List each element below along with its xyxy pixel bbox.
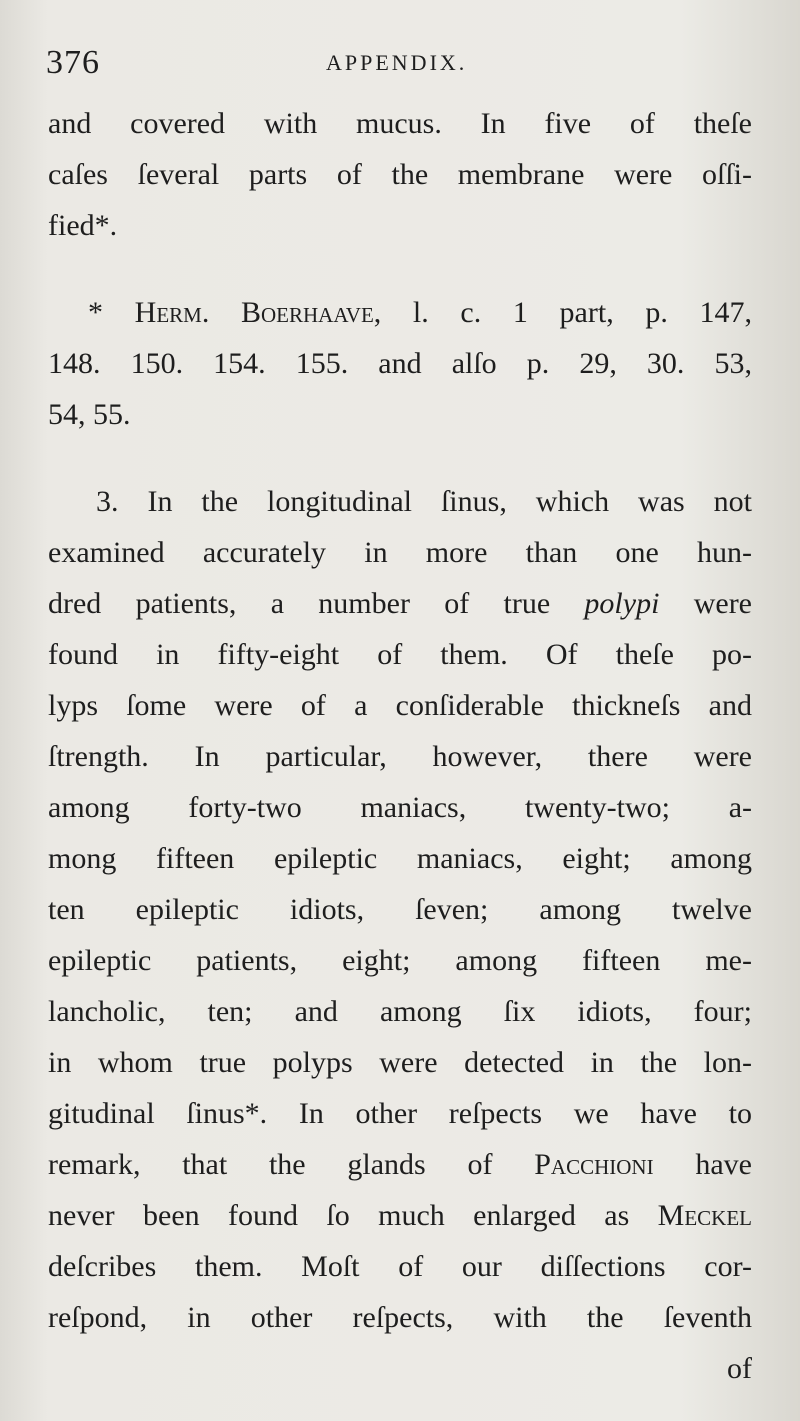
footnote-line: 54, 55. — [48, 398, 131, 431]
page-number: 376 — [46, 44, 100, 81]
running-head: APPENDIX. — [326, 50, 468, 75]
text-line: ſtrength. In particular, however, there were — [48, 740, 752, 773]
text-line: fied*. — [48, 209, 118, 242]
text-line: found in fifty-eight of them. Of theſe po- — [48, 638, 752, 671]
text-line: in whom true polyps were detected in the lon- — [48, 1046, 752, 1079]
proper-name: Meckel — [657, 1199, 752, 1232]
text-line — [48, 578, 752, 629]
text-line: mong fifteen epileptic maniacs, eight; among — [48, 842, 752, 875]
text-line: among forty-two maniacs, twenty-two; a- — [48, 791, 752, 824]
text-line: examined accurately in more than one hun- — [48, 536, 752, 569]
text-line: caſes ſeveral parts of the membrane were oſſi- — [48, 158, 752, 191]
text-line: epileptic patients, eight; among fifteen me- — [48, 944, 752, 977]
footnote-ref: , l. c. 1 part, p. 147, — [373, 296, 752, 329]
italic-term: polypi — [584, 587, 660, 620]
text-line: deſcribes them. Moſt of our diſſections cor- — [48, 1250, 752, 1283]
text-run: have — [653, 1148, 752, 1181]
text-line: 3. In the longitudinal ſinus, which was not — [96, 485, 752, 518]
footnote-line: 148. 150. 154. 155. and alſo p. 29, 30. 53, — [48, 347, 752, 380]
text-run: dred patients, a number of true — [48, 587, 585, 620]
text-line: lyps ſome were of a conſiderable thickneſs and — [48, 689, 752, 722]
text-line: ten epileptic idiots, ſeven; among twelve — [48, 893, 752, 926]
footnote-line — [48, 287, 752, 338]
proper-name: Pacchioni — [534, 1148, 654, 1181]
page-body — [48, 98, 752, 1394]
footnote-author: Herm. Boerhaave — [134, 296, 374, 329]
text-run: remark, that the glands of — [48, 1148, 535, 1181]
catchword: of — [727, 1352, 752, 1385]
text-line: lancholic, ten; and among ſix idiots, four; — [48, 995, 752, 1028]
text-run: were — [659, 587, 752, 620]
text-run: never been found ſo much enlarged as — [48, 1199, 658, 1232]
text-line — [48, 1139, 752, 1190]
text-line: gitudinal ſinus*. In other reſpects we have to — [48, 1097, 752, 1130]
page-header — [46, 44, 756, 88]
text-line: and covered with mucus. In five of theſe — [48, 107, 752, 140]
footnote-marker: * — [88, 296, 135, 329]
text-line — [48, 1190, 752, 1241]
text-line: reſpond, in other reſpects, with the ſeventh — [48, 1301, 752, 1334]
